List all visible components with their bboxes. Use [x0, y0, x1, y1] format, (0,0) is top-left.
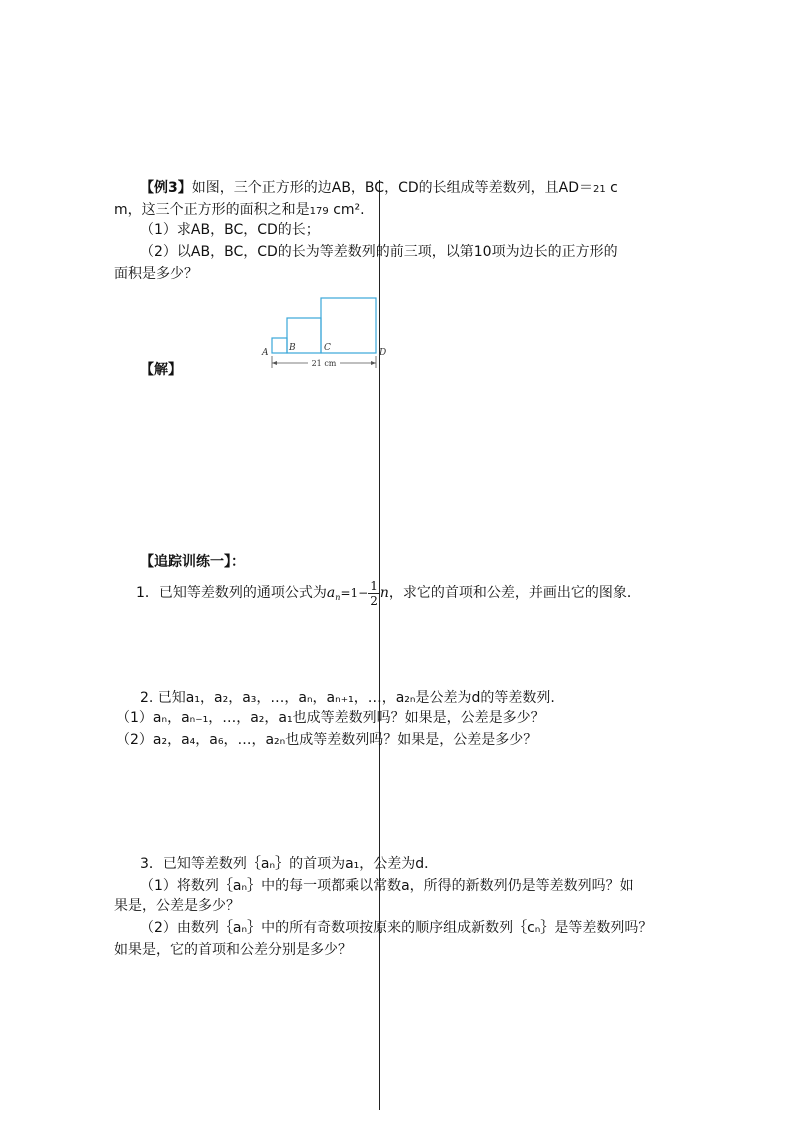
example3-line1	[140, 178, 618, 200]
example3-text-line2a: m，这三个正方形的面积之和是	[114, 202, 310, 218]
example3-text-line1: 如图，三个正方形的边AB，BC，CD的长组成等差数列，且AD＝	[191, 180, 593, 196]
formula-var: n	[379, 585, 389, 601]
problem2-question1: （1）aₙ，aₙ₋₁，…，a₂，a₁也成等差数列吗？如果是，公差是多少？	[116, 710, 545, 726]
formula-fraction	[368, 579, 380, 608]
training-problem1	[136, 578, 641, 613]
label-d: D	[379, 348, 387, 358]
problem3-question2-line2: 如果是，它的首项和公差分别是多少？	[114, 942, 352, 958]
training-title: 【追踪训练一】：	[140, 554, 245, 570]
label-a: A	[262, 348, 269, 358]
dim-label: 21 cm	[311, 359, 337, 368]
example3-line2	[114, 200, 365, 222]
problem1-suffix: ，求它的首项和公差，并画出它的图象．	[388, 585, 641, 601]
problem3-question1-line2: 果是，公差是多少？	[114, 898, 240, 914]
dim-arrow-left	[272, 361, 277, 365]
formula-sub: n	[335, 593, 341, 602]
squares-figure	[258, 292, 398, 374]
unit-c: c	[610, 180, 618, 196]
solution-label: 【解】	[140, 362, 182, 378]
example3-tag: 【例3】	[140, 180, 192, 196]
ad-value: 21	[592, 184, 606, 195]
fraction-denominator: 2	[370, 593, 378, 608]
formula-lhs: a	[326, 585, 336, 601]
problem2-statement: 2. 已知a₁，a₂，a₃，…，aₙ，aₙ₊₁，…，a₂ₙ是公差为d的等差数列.	[140, 690, 555, 706]
example3-question2-line2: 面积是多少？	[114, 266, 198, 282]
example3-question1: （1）求AB，BC，CD的长；	[140, 222, 320, 238]
problem3-question2-line1: （2）由数列｛aₙ｝中的所有奇数项按原来的顺序组成新数列｛cₙ｝是等差数列吗？	[140, 920, 653, 936]
area-value: 179	[309, 206, 329, 217]
formula-eq: =1−	[340, 586, 369, 600]
problem3-statement: 3．已知等差数列｛aₙ｝的首项为a₁，公差为d．	[140, 856, 439, 872]
fraction-numerator: 1	[370, 578, 378, 593]
problem2-question2: （2）a₂，a₄，a₆，…，a₂ₙ也成等差数列吗？如果是，公差是多少？	[116, 732, 538, 748]
problem3-question1-line1: （1）将数列｛aₙ｝中的每一项都乘以常数a，所得的新数列仍是等差数列吗？如	[140, 878, 634, 894]
example3-question2-line1: （2）以AB，BC，CD的长为等差数列的前三项，以第10项为边长的正方形的	[140, 244, 618, 260]
problem1-prefix: 1．已知等差数列的通项公式为	[136, 585, 327, 601]
dim-arrow-right	[371, 361, 376, 365]
square-ab	[272, 338, 287, 353]
label-b: B	[289, 343, 296, 353]
example3-text-line2b: cm².	[333, 202, 365, 218]
label-c: C	[324, 343, 331, 353]
